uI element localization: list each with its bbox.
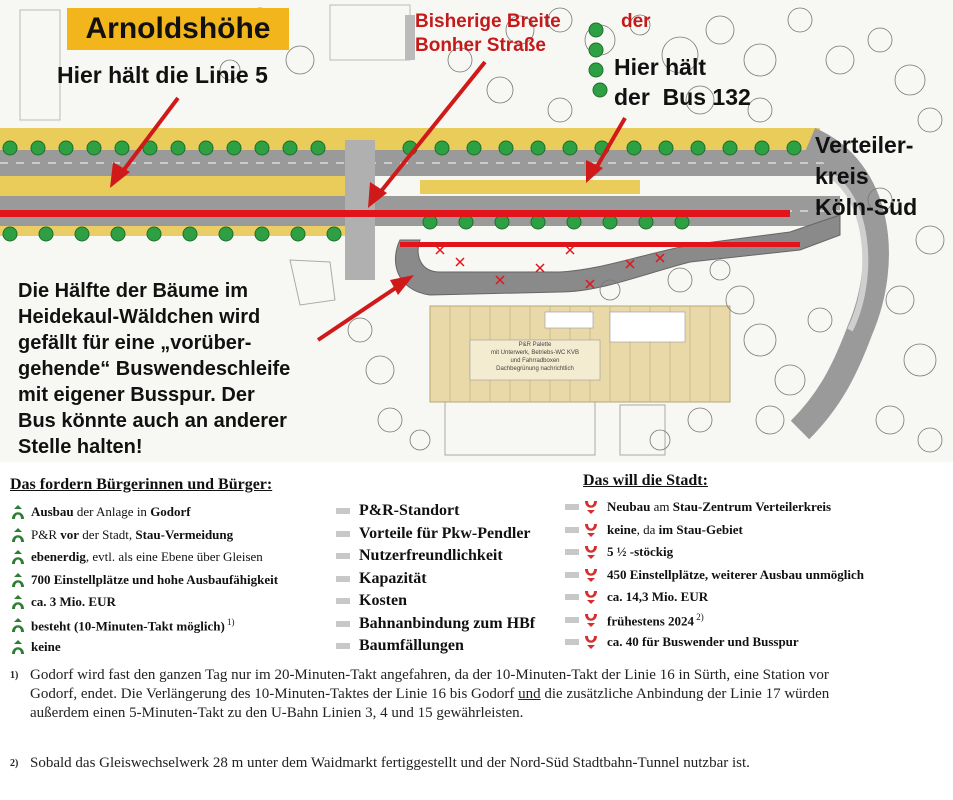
city-plan-row [565,589,708,605]
bus132-stop-label [614,52,751,112]
tree-marker [39,227,53,241]
text-segment: 1) [224,616,235,627]
text-segment: Stau-Vermeidung [135,526,234,542]
road-width-line1: Bisherige Breite [415,11,561,32]
citizen-demand-row [10,549,263,565]
tree-marker [495,215,509,229]
footnote-segment: die zusätzliche Anbindung der Linie 17 würden außerdem einen 5-Minuten-Takt zu den U-Bahn Linien 3, 4 und 15 gewährleisten. [30,686,830,721]
dash-marker-icon [336,576,350,582]
tree-marker [675,215,689,229]
text-segment: der Anlage in [73,504,151,519]
tree-marker [87,141,101,155]
bus132-line2: der Bus 132 [614,84,751,110]
dash-marker-icon [336,598,350,604]
tree-note-line: mit eigener Busspur. Der [18,384,255,406]
tree-felling-note [18,278,290,460]
text-segment: ca. 14,3 Mio. EUR [607,589,709,604]
green-up-arrow-icon [10,504,26,520]
citizen-demand-text [31,639,61,655]
tree-marker [283,141,297,155]
citizen-demand-text [31,504,191,520]
footnote-mark: 1) [10,670,19,681]
citizen-demand-row [10,527,233,543]
tree-marker [589,43,603,57]
red-down-arrow-icon [583,612,599,628]
dash-marker-icon [336,553,350,559]
criterion-row [336,615,535,633]
city-plan-text [607,589,708,605]
tree-note-line: gehende“ Buswendeschleife [18,358,291,380]
green-up-arrow-icon [10,572,26,588]
green-up-arrow-icon [10,549,26,565]
tree-marker [171,141,185,155]
green-up-arrow-icon [10,594,26,610]
verteiler-line3: Köln-Süd [815,194,918,220]
linie5-stop-label: Hier hält die Linie 5 [57,62,268,88]
verteilerkreis-label [815,130,917,223]
dash-marker-icon [336,531,350,537]
city-plan-row [565,522,743,538]
tree-marker [755,141,769,155]
citizen-demand-text [31,617,235,634]
text-segment: im Stau-Gebiet [658,521,743,537]
bus132-line1: Hier hält [614,54,707,80]
dash-marker-icon [336,508,350,514]
city-plan-text [607,634,799,650]
text-segment: , evtl. als eine Ebene über Gleisen [85,549,263,564]
city-plan-row [565,567,864,583]
tree-marker [563,141,577,155]
red-down-arrow-icon [583,499,599,515]
city-plan-text [607,612,704,629]
text-segment: der Stadt, [79,526,136,542]
dash-marker-icon [565,639,579,645]
citizen-demand-text [31,572,278,588]
red-down-arrow-icon [583,544,599,560]
tree-note-line: Bus könnte auch an anderer [18,410,287,432]
citizen-demand-row [10,617,235,634]
text-segment: am [650,499,673,514]
tree-marker [787,141,801,155]
red-down-arrow-icon [583,589,599,605]
text-segment: 2) [694,611,704,622]
tree-marker [467,141,481,155]
city-plan-text [607,499,831,515]
tree-marker [255,141,269,155]
tree-marker [627,141,641,155]
criterion-label: Baumfällungen [359,637,464,654]
green-up-arrow-icon [10,617,26,633]
dash-marker-icon [565,527,579,533]
criterion-row [336,570,427,588]
text-segment: P&R [31,526,61,542]
footnote-segment: und [518,686,541,702]
text-segment: 450 Einstellplätze, weiterer Ausbau unmöglich [607,566,864,582]
dash-marker-icon [565,504,579,510]
tree-marker [255,227,269,241]
tree-marker [75,227,89,241]
text-segment: Stau-Zentrum Verteilerkreis [672,499,832,514]
citizen-demand-row [10,639,61,655]
city-header: Das will die Stadt: [583,472,708,489]
tree-marker [593,83,607,97]
tree-marker [31,141,45,155]
tree-marker [311,141,325,155]
city-plan-row [565,612,704,629]
tree-marker [3,141,17,155]
red-down-arrow-icon [583,567,599,583]
criterion-label: Nutzerfreundlichkeit [359,547,503,564]
tree-marker [691,141,705,155]
tree-marker [227,141,241,155]
city-plan-text [607,567,864,583]
tree-marker [589,63,603,77]
text-segment: keine [607,521,637,537]
dash-marker-icon [565,594,579,600]
tree-marker [423,215,437,229]
tree-note-line: gefällt für eine „vorüber- [18,332,252,354]
criterion-row [336,502,459,520]
green-up-arrow-icon [10,527,26,543]
place-title-arnoldshoehe: Arnoldshöhe [67,8,289,50]
citizen-demand-text [31,594,116,610]
tree-marker [327,227,341,241]
red-down-arrow-icon [583,522,599,538]
tree-marker [499,141,513,155]
criterion-row [336,637,464,655]
dash-marker-icon [336,643,350,649]
tree-marker [659,141,673,155]
footnote-text [30,754,845,773]
citizen-demand-row [10,572,278,588]
citizen-demand-text [31,527,233,543]
tree-note-line: Die Hälfte der Bäume im [18,280,249,302]
text-segment: , da [636,521,659,537]
text-segment: ca. 40 für Buswender und Busspur [607,634,799,649]
tree-marker [199,141,213,155]
criterion-row [336,592,407,610]
parking-label-line: P&R Palette [518,342,552,348]
text-segment: Neubau [607,499,651,514]
text-segment: vor [60,526,80,542]
city-plan-row [565,544,673,560]
footnote-text [30,666,845,723]
footnote-segment: Godorf wird fast den ganzen Tag nur im 20-Minuten-Takt angefahren, da der 10-Minuten-Takt der Linie 16 in Sürth, eine Station vor Godorf, endet. Die Verlängerung des 10-Minuten-Taktes der Linie 16 bis Godorf [30,667,829,702]
tree-marker [183,227,197,241]
text-segment: Godorf [150,504,191,519]
citizen-demand-row [10,504,191,520]
green-up-arrow-icon [10,639,26,655]
tree-marker [59,141,73,155]
verteiler-line2: kreis [815,163,869,189]
tree-marker [147,227,161,241]
dash-marker-icon [565,617,579,623]
criterion-label: Kosten [359,592,407,609]
criterion-label: P&R-Standort [359,502,460,519]
parking-label-line: und Fahrradboxen [510,358,560,364]
footnote-segment: Sobald das Gleiswechselwerk 28 m unter dem Waidmarkt fertiggestellt und der Nord-Süd Stadtbahn-Tunnel nutzbar ist. [30,755,750,771]
tree-marker [115,141,129,155]
citizens-header: Das fordern Bürgerinnen und Bürger: [10,476,273,493]
tree-note-line: Stelle halten! [18,436,143,458]
citizen-demand-row [10,594,116,610]
tree-marker [567,215,581,229]
tree-marker [603,215,617,229]
dash-marker-icon [565,549,579,555]
criterion-row [336,547,503,565]
footnote-mark: 2) [10,758,19,769]
tree-note-line: Heidekaul-Wäldchen wird [18,306,261,328]
tree-marker [723,141,737,155]
text-segment: ebenerdig [31,549,86,564]
city-plan-row [565,499,831,515]
road-width-label [415,10,651,58]
criterion-row [336,525,531,543]
tree-marker [589,23,603,37]
tree-marker [3,227,17,241]
tree-marker [459,215,473,229]
road-width-line2: Bonher Straße [415,35,546,56]
citizen-demand-text [31,549,263,565]
criterion-label: Kapazität [359,569,427,587]
tree-marker [531,141,545,155]
criterion-label: Bahnanbindung zum HBf [359,614,536,632]
dash-marker-icon [565,572,579,578]
dash-marker-icon [336,621,350,627]
tree-marker [435,141,449,155]
tree-marker [111,227,125,241]
tree-marker [531,215,545,229]
tree-marker [291,227,305,241]
road-width-der: der [621,11,651,32]
verteiler-line1: Verteiler- [815,132,914,158]
text-segment: 5 ½ -stöckig [607,544,674,559]
text-segment: ca. 3 Mio. EUR [31,594,116,609]
city-plan-row [565,634,799,650]
criterion-label: Vorteile für Pkw-Pendler [359,524,531,542]
tree-marker [219,227,233,241]
parking-building-label [470,341,600,373]
text-segment: keine [31,639,61,654]
red-down-arrow-icon [583,634,599,650]
text-segment: besteht (10-Minuten-Takt möglich) [31,617,225,633]
city-plan-text [607,544,673,560]
text-segment: Ausbau [31,504,74,519]
city-plan-text [607,522,743,538]
text-segment: 700 Einstellplätze und hohe Ausbaufähigkeit [31,571,279,587]
tree-marker [639,215,653,229]
parking-label-line: mit Unterwerk, Betriebs-WC KVB [490,350,580,356]
parking-label-line: Dachbegrünung nachrichtlich [496,366,574,372]
comparison-section [0,462,953,800]
text-segment: frühestens 2024 [607,612,695,628]
